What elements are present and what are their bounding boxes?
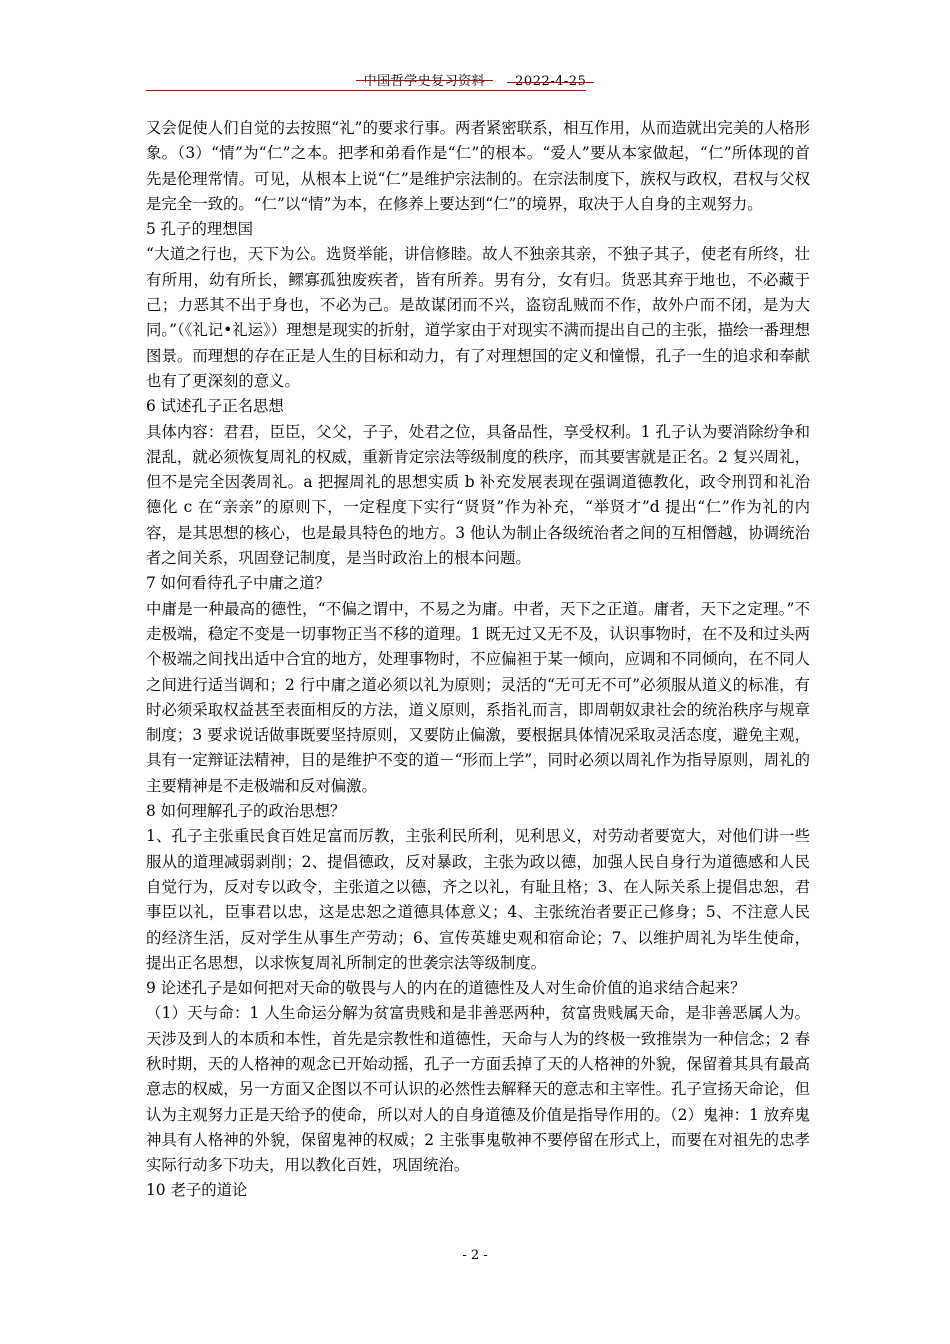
page-number: - 2 - <box>462 1248 488 1263</box>
section-heading-5: 5 孔子的理想国 <box>146 220 254 239</box>
paragraph-rectification-of-names: 具体内容：君君，臣臣，父父，子子，处君之位，具备品性，享受权利。1 孔子认为要消除纷争和混乱，就必须恢复周礼的权威，重新肯定宗法等级制度的秩序，而其要害就是正名。2 复兴周礼，但不是完全因袭周礼。a 把握周礼的思想实质 b 补充发展表现在强调道德教化，政令刑罚和礼治德化 c 在“亲亲”的原则下，一定程度下实行“贤贤”作为补充，“举贤才”d 提出“仁”作为礼的内容，是其思想的核心，也是最具特色的地方。3 他认为制止各级统治者之间的互相僭越，协调统治者之间关系，巩固登记制度，是当时政治上的根本问题。 <box>146 422 810 568</box>
section-heading-6: 6 试述孔子正名思想 <box>146 397 284 416</box>
paragraph-doctrine-of-mean: 中庸是一种最高的德性，“不偏之谓中，不易之为庸。中者，天下之正道。庸者，天下之定理。”不走极端，稳定不变是一切事物正当不移的道理。1 既无过又无不及，认识事物时，在不及和过头两个极端之间找出适中合宜的地方，处理事物时，不应偏袒于某一倾向，应调和不同倾向，在不同人之间进行适当调和；2 行中庸之道必须以礼为原则；灵活的“无可无不可”必须服从道义的标准，有时必须采取权益甚至表面相反的方法，道义原则，系指礼而言，即周朝奴隶社会的统治秩序与规章制度；3 要求说话做事既要坚持原则，又要防止偏激，要根据具体情况采取灵活态度，避免主观，具有一定辩证法精神，目的是维护不变的道－“形而上学”，同时必须以周礼作为指导原则，周礼的主要精神是不走极端和反对偏激。 <box>146 599 810 795</box>
section-heading-8: 8 如何理解孔子的政治思想？ <box>146 802 346 821</box>
paragraph-political-thought: 1、孔子主张重民食百姓足富而厉教，主张利民所利，见利思义，对劳动者要宽大，对他们讲一些服从的道理减弱剥削；2、提倡德政，反对暴政，主张为政以德，加强人民自身行为道德感和人民自觉行为，反对专以政令，主张道之以德，齐之以礼，有耻且格；3、在人际关系上提倡忠恕，君事臣以礼，臣事君以忠，这是忠恕之道德具体意义；4、主张统治者要正己修身；5、不注意人民的经济生活，反对学生从事生产劳动；6、宣传英雄史观和宿命论；7、以维护周礼为毕生使命，提出正名思想，以求恢复周礼所制定的世袭宗法等级制度。 <box>146 827 810 972</box>
header-rule <box>146 90 586 91</box>
paragraph-ren-continued: 又会促使人们自觉的去按照“礼”的要求行事。两者紧密联系，相互作用，从而造就出完美的人格形象。（3）“情”为“仁”之本。把孝和弟看作是“仁”的根本。“爱人”要从本家做起，“仁”所体现的首先是伦理常情。可见，从根本上说“仁”是维护宗法制的。在宗法制度下，族权与政权，君权与父权是完全一致的。“仁”以“情”为本，在修养上要达到“仁”的境界，取决于人自身的主观努力。 <box>146 119 810 213</box>
section-heading-7: 7 如何看待孔子中庸之道？ <box>146 574 330 593</box>
paragraph-mandate-of-heaven: （1）天与命：1 人生命运分解为贫富贵贱和是非善恶两种，贫富贵贱属天命，是非善恶属人为。天涉及到人的本质和本性，首先是宗教性和道德性，天命与人为的终极一致推崇为一种信念；2 春秋时期，天的人格神的观念已开始动摇，孔子一方面丢掉了天的人格神的外貌，保留着其具有最高意志的权威，另一方面又企图以不可认识的必然性去解释天的意志和主宰性。孔子宣扬天命论，但认为主观努力正是天给予的使命，所以对人的自身道德及价值是指导作用的。（2）鬼神：1 放弃鬼神具有人格神的外貌，保留鬼神的权威；2 主张事鬼敬神不要停留在形式上，而要在对祖先的忠孝实际行动多下功夫，用以教化百姓，巩固统治。 <box>146 1004 810 1175</box>
section-heading-9: 9 论述孔子是如何把对天命的敬畏与人的内在的道德性及人对生命价值的追求结合起来？ <box>146 979 746 998</box>
header-date: 2022-4-25 <box>515 74 587 89</box>
document-body <box>146 116 810 1204</box>
page-header <box>0 70 950 89</box>
section-heading-10: 10 老子的道论 <box>146 1181 248 1200</box>
paragraph-ideal-state: “大道之行也，天下为公。选贤举能，讲信修睦。故人不独亲其亲，不独子其子，使老有所终，壮有所用，幼有所长，鳏寡孤独废疾者，皆有所养。男有分，女有归。货恶其弃于地也，不必藏于己；力恶其不出于身也，不必为己。是故谋闭而不兴，盗窃乱贼而不作，故外户而不闭，是为大同。”（《礼记•礼运》）理想是现实的折射，道学家由于对现实不满而提出自己的主张，描绘一番理想图景。而理想的存在正是人生的目标和动力，有了对理想国的定义和憧憬，孔子一生的追求和奉献也有了更深刻的意义。 <box>146 245 810 390</box>
header-title: 中国哲学史复习资料 <box>362 70 488 89</box>
